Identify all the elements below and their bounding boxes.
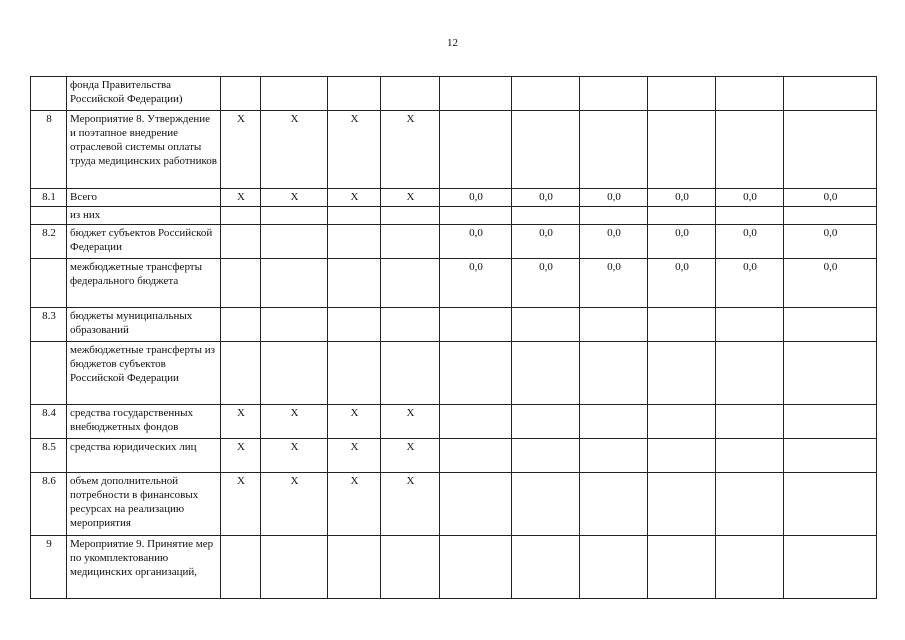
row-name: бюджеты муниципальных образований xyxy=(67,308,221,342)
value-cell: 0,0 xyxy=(648,225,716,259)
value-cell: 0,0 xyxy=(580,259,648,308)
x-cell xyxy=(381,308,440,342)
value-cell: 0,0 xyxy=(784,225,877,259)
x-cell: Х xyxy=(261,439,328,473)
value-cell xyxy=(580,405,648,439)
table-row xyxy=(31,225,877,259)
value-cell: 0,0 xyxy=(512,225,580,259)
x-cell xyxy=(381,225,440,259)
value-cell: 0,0 xyxy=(580,225,648,259)
value-cell xyxy=(580,473,648,536)
value-cell xyxy=(716,111,784,189)
table-row xyxy=(31,342,877,405)
value-cell xyxy=(716,207,784,225)
value-cell xyxy=(648,439,716,473)
value-cell xyxy=(648,342,716,405)
x-cell xyxy=(261,308,328,342)
x-cell: Х xyxy=(328,405,381,439)
x-cell: Х xyxy=(381,405,440,439)
value-cell: 0,0 xyxy=(784,259,877,308)
table-row xyxy=(31,259,877,308)
x-cell xyxy=(328,207,381,225)
value-cell xyxy=(648,77,716,111)
x-cell: Х xyxy=(261,111,328,189)
value-cell xyxy=(716,473,784,536)
x-cell: Х xyxy=(328,189,381,207)
x-cell xyxy=(381,77,440,111)
value-cell xyxy=(440,342,512,405)
value-cell xyxy=(512,405,580,439)
x-cell xyxy=(221,308,261,342)
value-cell xyxy=(440,207,512,225)
x-cell xyxy=(328,225,381,259)
table-row xyxy=(31,439,877,473)
value-cell xyxy=(512,342,580,405)
table-row xyxy=(31,536,877,599)
x-cell: Х xyxy=(381,439,440,473)
x-cell xyxy=(261,536,328,599)
row-number: 8.6 xyxy=(31,473,67,536)
table-row xyxy=(31,308,877,342)
value-cell xyxy=(580,111,648,189)
x-cell xyxy=(328,259,381,308)
row-number: 8.5 xyxy=(31,439,67,473)
x-cell xyxy=(221,225,261,259)
value-cell: 0,0 xyxy=(580,189,648,207)
value-cell xyxy=(784,473,877,536)
value-cell xyxy=(440,77,512,111)
x-cell xyxy=(261,259,328,308)
value-cell: 0,0 xyxy=(440,189,512,207)
row-name: межбюджетные трансферты федерального бюджета xyxy=(67,259,221,308)
x-cell xyxy=(261,207,328,225)
x-cell: Х xyxy=(221,405,261,439)
value-cell xyxy=(580,342,648,405)
x-cell: Х xyxy=(261,473,328,536)
value-cell xyxy=(716,536,784,599)
row-name: фонда Правительства Российской Федерации) xyxy=(67,77,221,111)
x-cell xyxy=(221,207,261,225)
x-cell: Х xyxy=(381,473,440,536)
value-cell xyxy=(440,439,512,473)
value-cell xyxy=(512,439,580,473)
value-cell xyxy=(784,207,877,225)
table-row xyxy=(31,111,877,189)
row-number xyxy=(31,259,67,308)
x-cell: Х xyxy=(221,189,261,207)
row-number: 8.3 xyxy=(31,308,67,342)
value-cell xyxy=(512,308,580,342)
x-cell xyxy=(381,207,440,225)
table-row xyxy=(31,405,877,439)
x-cell xyxy=(328,77,381,111)
row-name: межбюджетные трансферты из бюджетов субъектов Российской Федерации xyxy=(67,342,221,405)
row-number: 8 xyxy=(31,111,67,189)
table-row xyxy=(31,473,877,536)
x-cell: Х xyxy=(221,473,261,536)
value-cell xyxy=(716,439,784,473)
row-number xyxy=(31,342,67,405)
row-number xyxy=(31,207,67,225)
x-cell xyxy=(221,342,261,405)
value-cell: 0,0 xyxy=(716,189,784,207)
value-cell xyxy=(512,77,580,111)
value-cell xyxy=(440,111,512,189)
row-name: средства юридических лиц xyxy=(67,439,221,473)
x-cell: Х xyxy=(261,405,328,439)
x-cell xyxy=(381,342,440,405)
row-number: 9 xyxy=(31,536,67,599)
value-cell xyxy=(784,308,877,342)
value-cell xyxy=(784,439,877,473)
table-body xyxy=(31,77,877,599)
value-cell xyxy=(784,111,877,189)
value-cell: 0,0 xyxy=(784,189,877,207)
x-cell xyxy=(221,259,261,308)
x-cell: Х xyxy=(221,439,261,473)
value-cell xyxy=(716,77,784,111)
value-cell xyxy=(784,405,877,439)
table-row xyxy=(31,189,877,207)
x-cell: Х xyxy=(261,189,328,207)
x-cell xyxy=(221,77,261,111)
row-name: Мероприятие 8. Утверждение и поэтапное внедрение отраслевой системы оплаты труда медицинских работников xyxy=(67,111,221,189)
row-name: средства государственных внебюджетных фондов xyxy=(67,405,221,439)
value-cell xyxy=(580,308,648,342)
value-cell xyxy=(580,536,648,599)
value-cell xyxy=(440,308,512,342)
value-cell: 0,0 xyxy=(648,189,716,207)
row-number: 8.4 xyxy=(31,405,67,439)
funding-table xyxy=(30,76,877,599)
value-cell: 0,0 xyxy=(648,259,716,308)
x-cell xyxy=(381,536,440,599)
value-cell xyxy=(648,111,716,189)
row-number: 8.1 xyxy=(31,189,67,207)
x-cell: Х xyxy=(328,111,381,189)
table-row xyxy=(31,207,877,225)
value-cell xyxy=(440,473,512,536)
x-cell xyxy=(221,536,261,599)
value-cell: 0,0 xyxy=(716,259,784,308)
row-number: 8.2 xyxy=(31,225,67,259)
value-cell xyxy=(648,473,716,536)
value-cell xyxy=(784,342,877,405)
value-cell: 0,0 xyxy=(716,225,784,259)
value-cell xyxy=(784,77,877,111)
value-cell xyxy=(716,405,784,439)
x-cell: Х xyxy=(328,473,381,536)
row-name: бюджет субъектов Российской Федерации xyxy=(67,225,221,259)
value-cell xyxy=(512,207,580,225)
row-name: Мероприятие 9. Принятие мер по укомплектованию медицинских организаций, xyxy=(67,536,221,599)
value-cell xyxy=(648,405,716,439)
value-cell xyxy=(440,536,512,599)
row-name: Всего xyxy=(67,189,221,207)
value-cell xyxy=(648,536,716,599)
x-cell xyxy=(261,342,328,405)
value-cell xyxy=(512,536,580,599)
x-cell: Х xyxy=(328,439,381,473)
value-cell xyxy=(716,308,784,342)
x-cell xyxy=(261,225,328,259)
x-cell xyxy=(328,342,381,405)
row-number xyxy=(31,77,67,111)
value-cell xyxy=(648,207,716,225)
row-name: объем дополнительной потребности в финансовых ресурсах на реализацию мероприятия xyxy=(67,473,221,536)
x-cell: Х xyxy=(381,111,440,189)
value-cell xyxy=(580,77,648,111)
x-cell xyxy=(328,308,381,342)
value-cell: 0,0 xyxy=(512,189,580,207)
x-cell: Х xyxy=(221,111,261,189)
value-cell xyxy=(648,308,716,342)
value-cell xyxy=(784,536,877,599)
value-cell xyxy=(440,405,512,439)
value-cell xyxy=(512,473,580,536)
row-name: из них xyxy=(67,207,221,225)
page-number: 12 xyxy=(447,37,458,49)
value-cell xyxy=(580,439,648,473)
value-cell xyxy=(512,111,580,189)
x-cell: Х xyxy=(381,189,440,207)
value-cell: 0,0 xyxy=(512,259,580,308)
x-cell xyxy=(328,536,381,599)
value-cell xyxy=(716,342,784,405)
value-cell: 0,0 xyxy=(440,225,512,259)
table-row xyxy=(31,77,877,111)
x-cell xyxy=(261,77,328,111)
value-cell: 0,0 xyxy=(440,259,512,308)
x-cell xyxy=(381,259,440,308)
value-cell xyxy=(580,207,648,225)
